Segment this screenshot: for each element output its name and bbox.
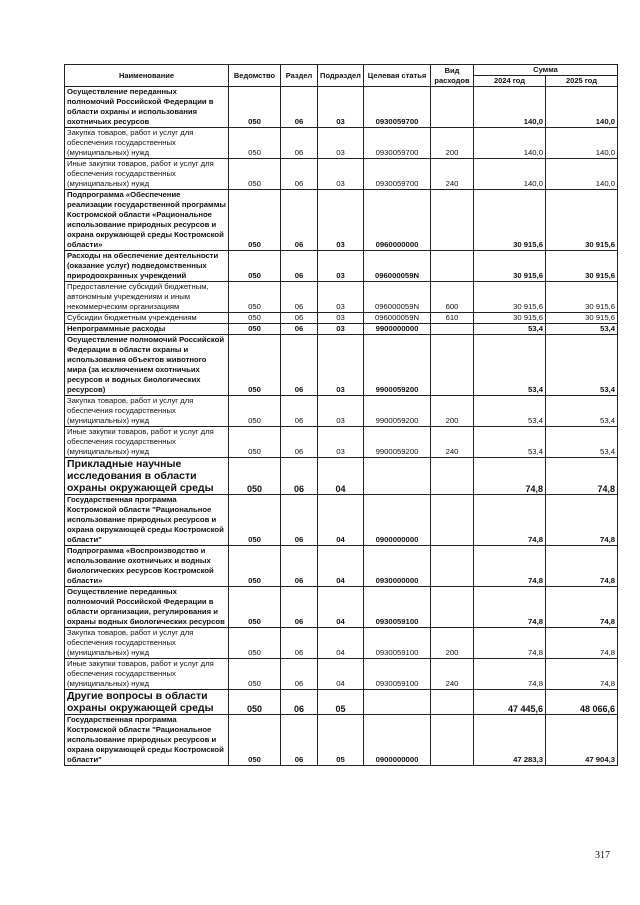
- cell-section: 06: [281, 87, 318, 128]
- cell-y2025: 53,4: [546, 324, 618, 335]
- table-row: [65, 495, 618, 546]
- cell-exp: 240: [431, 427, 474, 458]
- cell-dept: 050: [229, 690, 281, 715]
- cell-target: 0930059700: [364, 87, 431, 128]
- cell-subsection: 05: [318, 690, 364, 715]
- cell-section: 06: [281, 251, 318, 282]
- cell-subsection: 03: [318, 282, 364, 313]
- table-row: [65, 628, 618, 659]
- cell-section: 06: [281, 715, 318, 766]
- header-subsection: Подраздел: [318, 65, 364, 87]
- cell-target: [364, 458, 431, 495]
- cell-target: 9900000000: [364, 324, 431, 335]
- table-body: [65, 87, 618, 766]
- cell-y2024: 74,8: [474, 628, 546, 659]
- cell-section: 06: [281, 628, 318, 659]
- cell-dept: 050: [229, 587, 281, 628]
- cell-dept: 050: [229, 659, 281, 690]
- cell-subsection: 03: [318, 427, 364, 458]
- cell-subsection: 03: [318, 128, 364, 159]
- cell-dept: 050: [229, 396, 281, 427]
- page-number: 317: [595, 850, 610, 861]
- table-row: [65, 251, 618, 282]
- cell-name: Закупка товаров, работ и услуг для обеспечения государственных (муниципальных) нужд: [65, 628, 229, 659]
- cell-target: 0930059100: [364, 587, 431, 628]
- table-row: [65, 313, 618, 324]
- cell-subsection: 03: [318, 87, 364, 128]
- cell-exp: [431, 324, 474, 335]
- cell-y2025: 74,8: [546, 628, 618, 659]
- cell-section: 06: [281, 282, 318, 313]
- cell-y2025: 53,4: [546, 427, 618, 458]
- table-row: [65, 282, 618, 313]
- table-row: [65, 546, 618, 587]
- cell-section: 06: [281, 690, 318, 715]
- cell-section: 06: [281, 313, 318, 324]
- cell-target: 096000059N: [364, 313, 431, 324]
- cell-y2024: 74,8: [474, 659, 546, 690]
- cell-subsection: 04: [318, 659, 364, 690]
- budget-table: [64, 64, 618, 766]
- cell-subsection: 04: [318, 587, 364, 628]
- table-row: [65, 458, 618, 495]
- cell-section: 06: [281, 659, 318, 690]
- header-target: Целевая статья: [364, 65, 431, 87]
- cell-dept: 050: [229, 87, 281, 128]
- cell-name: Иные закупки товаров, работ и услуг для обеспечения государственных (муниципальных) нужд: [65, 159, 229, 190]
- table-row: [65, 159, 618, 190]
- cell-name: Иные закупки товаров, работ и услуг для обеспечения государственных (муниципальных) нужд: [65, 427, 229, 458]
- table-row: [65, 324, 618, 335]
- cell-y2025: 74,8: [546, 495, 618, 546]
- cell-y2024: 74,8: [474, 458, 546, 495]
- table-row: [65, 128, 618, 159]
- cell-y2024: 30 915,6: [474, 313, 546, 324]
- cell-name: Осуществление полномочий Российской Федерации в области охраны и использования объектов животного мира (за исключением охотничьих ресурсов и водных биологических ресурсов): [65, 335, 229, 396]
- cell-exp: [431, 587, 474, 628]
- header-sum: Сумма: [474, 65, 618, 76]
- cell-subsection: 03: [318, 251, 364, 282]
- table-row: [65, 659, 618, 690]
- cell-name: Закупка товаров, работ и услуг для обеспечения государственных (муниципальных) нужд: [65, 128, 229, 159]
- cell-exp: [431, 495, 474, 546]
- cell-y2025: 30 915,6: [546, 251, 618, 282]
- cell-target: 0900000000: [364, 715, 431, 766]
- cell-target: 9900059200: [364, 335, 431, 396]
- cell-y2024: 74,8: [474, 546, 546, 587]
- cell-y2024: 30 915,6: [474, 251, 546, 282]
- cell-target: 0930000000: [364, 546, 431, 587]
- cell-target: 0960000000: [364, 190, 431, 251]
- table-row: [65, 396, 618, 427]
- cell-subsection: 03: [318, 313, 364, 324]
- table-row: [65, 335, 618, 396]
- cell-subsection: 03: [318, 396, 364, 427]
- cell-dept: 050: [229, 128, 281, 159]
- cell-name: Иные закупки товаров, работ и услуг для обеспечения государственных (муниципальных) нужд: [65, 659, 229, 690]
- cell-section: 06: [281, 324, 318, 335]
- cell-target: 0900000000: [364, 495, 431, 546]
- header-exp-type: Вид расходов: [431, 65, 474, 87]
- table-row: [65, 190, 618, 251]
- cell-target: 9900059200: [364, 396, 431, 427]
- cell-name: Государственная программа Костромской области "Рациональное использование природных ресурсов и охрана окружающей среды Костромской области": [65, 495, 229, 546]
- cell-exp: [431, 715, 474, 766]
- cell-y2025: 30 915,6: [546, 313, 618, 324]
- cell-y2024: 140,0: [474, 128, 546, 159]
- cell-name: Непрограммные расходы: [65, 324, 229, 335]
- cell-target: 9900059200: [364, 427, 431, 458]
- cell-target: 096000059N: [364, 251, 431, 282]
- cell-y2024: 47 283,3: [474, 715, 546, 766]
- header-name: Наименование: [65, 65, 229, 87]
- cell-target: 096000059N: [364, 282, 431, 313]
- cell-dept: 050: [229, 458, 281, 495]
- cell-y2025: 140,0: [546, 87, 618, 128]
- cell-y2025: 53,4: [546, 396, 618, 427]
- table-row: [65, 87, 618, 128]
- cell-y2025: 74,8: [546, 659, 618, 690]
- cell-subsection: 03: [318, 190, 364, 251]
- cell-y2024: 74,8: [474, 587, 546, 628]
- cell-exp: 200: [431, 128, 474, 159]
- cell-exp: 240: [431, 659, 474, 690]
- table-row: [65, 715, 618, 766]
- cell-y2024: 140,0: [474, 87, 546, 128]
- cell-section: 06: [281, 546, 318, 587]
- cell-target: 0930059100: [364, 659, 431, 690]
- cell-target: 0930059100: [364, 628, 431, 659]
- cell-name: Подпрограмма «Обеспечение реализации государственной программы Костромской области «Рациональное использование природных ресурсов и охрана окружающей среды Костромской области»: [65, 190, 229, 251]
- cell-section: 06: [281, 587, 318, 628]
- cell-target: [364, 690, 431, 715]
- cell-name: Государственная программа Костромской области "Рациональное использование природных ресурсов и охрана окружающей среды Костромской области": [65, 715, 229, 766]
- cell-subsection: 03: [318, 159, 364, 190]
- cell-name: Субсидии бюджетным учреждениям: [65, 313, 229, 324]
- cell-section: 06: [281, 427, 318, 458]
- header-section: Раздел: [281, 65, 318, 87]
- cell-dept: 050: [229, 282, 281, 313]
- cell-y2025: 74,8: [546, 458, 618, 495]
- cell-dept: 050: [229, 313, 281, 324]
- cell-y2024: 53,4: [474, 335, 546, 396]
- cell-y2024: 47 445,6: [474, 690, 546, 715]
- cell-name: Другие вопросы в области охраны окружающей среды: [65, 690, 229, 715]
- cell-name: Прикладные научные исследования в области охраны окружающей среды: [65, 458, 229, 495]
- cell-dept: 050: [229, 628, 281, 659]
- cell-section: 06: [281, 128, 318, 159]
- cell-exp: [431, 87, 474, 128]
- cell-y2025: 140,0: [546, 159, 618, 190]
- cell-y2025: 30 915,6: [546, 282, 618, 313]
- cell-y2024: 74,8: [474, 495, 546, 546]
- cell-y2024: 140,0: [474, 159, 546, 190]
- cell-exp: [431, 251, 474, 282]
- cell-subsection: 04: [318, 458, 364, 495]
- cell-section: 06: [281, 495, 318, 546]
- cell-subsection: 04: [318, 628, 364, 659]
- cell-section: 06: [281, 159, 318, 190]
- cell-name: Осуществление переданных полномочий Российской Федерации в области организации, регулирования и охраны водных биологических ресурсов: [65, 587, 229, 628]
- cell-name: Подпрограмма «Воспроизводство и использование охотничьих и водных биологических ресурсов Костромской области»: [65, 546, 229, 587]
- cell-y2024: 53,4: [474, 396, 546, 427]
- cell-subsection: 04: [318, 546, 364, 587]
- cell-dept: 050: [229, 335, 281, 396]
- cell-dept: 050: [229, 427, 281, 458]
- cell-y2024: 30 915,6: [474, 190, 546, 251]
- cell-section: 06: [281, 396, 318, 427]
- cell-target: 0930059700: [364, 128, 431, 159]
- cell-exp: 610: [431, 313, 474, 324]
- header-year-2025: 2025 год: [546, 76, 618, 87]
- cell-subsection: 03: [318, 324, 364, 335]
- cell-y2025: 53,4: [546, 335, 618, 396]
- table-row: [65, 427, 618, 458]
- cell-y2024: 53,4: [474, 324, 546, 335]
- cell-exp: [431, 458, 474, 495]
- cell-target: 0930059700: [364, 159, 431, 190]
- cell-exp: [431, 690, 474, 715]
- cell-dept: 050: [229, 159, 281, 190]
- cell-subsection: 05: [318, 715, 364, 766]
- cell-y2025: 30 915,6: [546, 190, 618, 251]
- cell-subsection: 04: [318, 495, 364, 546]
- cell-exp: [431, 335, 474, 396]
- cell-y2024: 53,4: [474, 427, 546, 458]
- cell-exp: [431, 546, 474, 587]
- cell-name: Расходы на обеспечение деятельности (оказание услуг) подведомственных природоохранных учреждений: [65, 251, 229, 282]
- cell-dept: 050: [229, 251, 281, 282]
- cell-y2025: 140,0: [546, 128, 618, 159]
- cell-exp: 200: [431, 628, 474, 659]
- header-dept: Ведомство: [229, 65, 281, 87]
- cell-exp: 240: [431, 159, 474, 190]
- cell-dept: 050: [229, 324, 281, 335]
- cell-section: 06: [281, 458, 318, 495]
- cell-dept: 050: [229, 715, 281, 766]
- cell-dept: 050: [229, 190, 281, 251]
- cell-section: 06: [281, 335, 318, 396]
- cell-dept: 050: [229, 546, 281, 587]
- table-row: [65, 690, 618, 715]
- cell-dept: 050: [229, 495, 281, 546]
- cell-y2025: 74,8: [546, 546, 618, 587]
- cell-section: 06: [281, 190, 318, 251]
- cell-name: Осуществление переданных полномочий Российской Федерации в области охраны и использования охотничьих ресурсов: [65, 87, 229, 128]
- cell-exp: 200: [431, 396, 474, 427]
- cell-y2025: 48 066,6: [546, 690, 618, 715]
- cell-name: Предоставление субсидий бюджетным, автономным учреждениям и иным некоммерческим организациям: [65, 282, 229, 313]
- cell-name: Закупка товаров, работ и услуг для обеспечения государственных (муниципальных) нужд: [65, 396, 229, 427]
- cell-exp: [431, 190, 474, 251]
- cell-y2025: 74,8: [546, 587, 618, 628]
- table-row: [65, 587, 618, 628]
- cell-y2025: 47 904,3: [546, 715, 618, 766]
- cell-subsection: 03: [318, 335, 364, 396]
- cell-y2024: 30 915,6: [474, 282, 546, 313]
- header-year-2024: 2024 год: [474, 76, 546, 87]
- cell-exp: 600: [431, 282, 474, 313]
